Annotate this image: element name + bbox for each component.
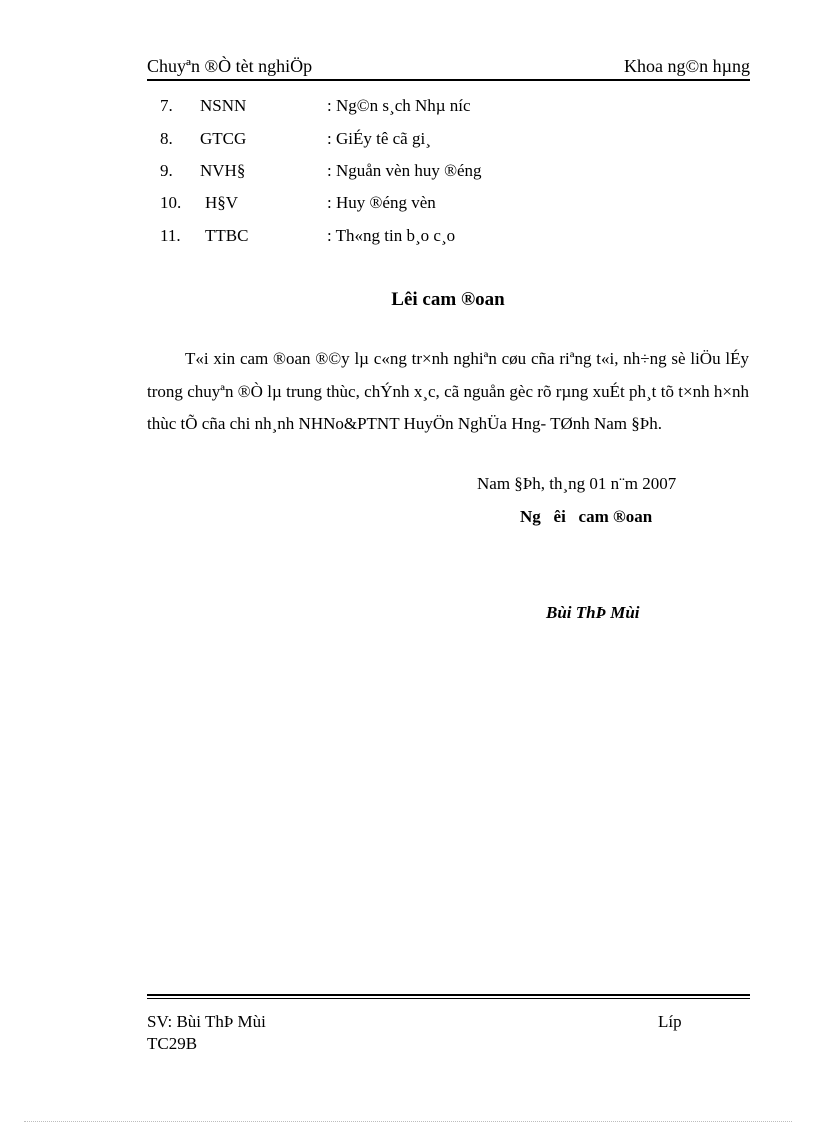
item-meaning: : GiÉy tê cã gi¸ (327, 129, 431, 148)
footer-rule-thin (147, 998, 750, 999)
page-edge-dotted-line (24, 1121, 792, 1122)
signer-label: Ng êi cam ®oan (520, 507, 653, 526)
item-code: NVH§ (200, 161, 246, 180)
declaration-text: T«i xin cam ®oan ®©y lµ c«ng tr×nh nghiªn cøu cña riªng t«i, nh÷ng sè liÖu lÉy trong chuyªn ®Ò lµ trung thùc, chÝnh x¸c, cã nguån gèc rõ rµng xuÉt ph¸t tõ t×nh h×nh thùc tÕ cña chi nh¸nh NHNo&PTNT HuyÖn NghÜa Hng- TØnh Nam §Þh. (147, 349, 749, 433)
signer-name: Bùi ThÞ Mùi (546, 603, 640, 622)
item-code: GTCG (200, 129, 247, 148)
item-code: H§V (205, 193, 239, 212)
item-number: 7. (160, 96, 173, 115)
item-number: 9. (160, 161, 173, 180)
item-meaning: : Th«ng tin b¸o c¸o (327, 226, 456, 245)
place-date: Nam §Þh, th¸ng 01 n¨m 2007 (477, 474, 677, 493)
item-meaning: : Nguån vèn huy ®éng (327, 161, 482, 180)
item-number: 10. (160, 193, 182, 212)
item-number: 8. (160, 129, 173, 148)
declaration-paragraph (147, 343, 749, 441)
item-meaning: : Huy ®éng vèn (327, 193, 436, 212)
footer-class-code: TC29B (147, 1034, 198, 1053)
item-number: 11. (160, 226, 181, 245)
page-title: Lêi cam ®oan (391, 289, 505, 310)
header-left: Chuyªn ®Ò tèt nghiÖp (147, 56, 313, 76)
footer-student: SV: Bùi ThÞ Mùi (147, 1012, 266, 1031)
header-rule (147, 79, 750, 81)
footer-rule (147, 994, 750, 996)
item-code: TTBC (205, 226, 249, 245)
item-meaning: : Ng©n s¸ch Nhµ níc (327, 96, 471, 115)
item-code: NSNN (200, 96, 247, 115)
footer-class-label: Líp (658, 1012, 682, 1031)
header-right: Khoa ng©n hµng (623, 56, 750, 76)
